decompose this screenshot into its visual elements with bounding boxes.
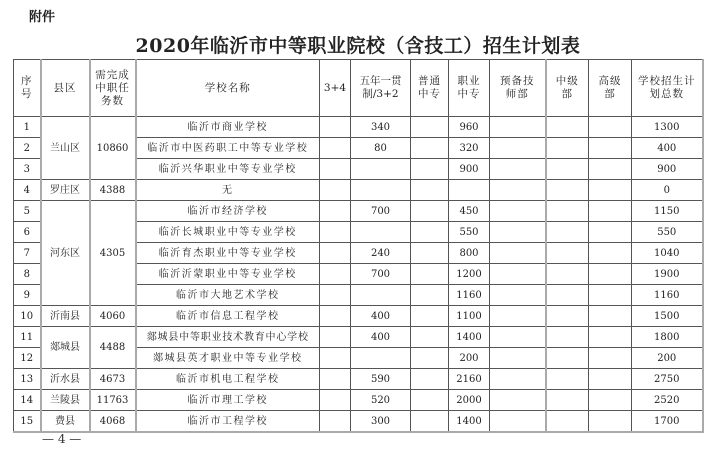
table-row — [14, 390, 703, 411]
cell-vocational — [449, 180, 490, 201]
cell-senior-level — [589, 138, 632, 159]
cell-county: 罗庄区 — [41, 180, 90, 201]
cell-task: 4305 — [90, 201, 136, 306]
cell-mid-level — [546, 117, 589, 138]
cell-general — [411, 180, 449, 201]
cell-prep-tech — [490, 369, 546, 390]
cell-three-four — [320, 138, 351, 159]
cell-seq: 3 — [14, 159, 41, 180]
cell-vocational: 200 — [449, 348, 490, 369]
cell-vocational: 1200 — [449, 264, 490, 285]
cell-total: 1700 — [632, 411, 703, 433]
cell-county: 费县 — [41, 411, 90, 433]
cell-five-year: 80 — [351, 138, 411, 159]
cell-county: 郯城县 — [41, 327, 90, 369]
cell-prep-tech — [490, 222, 546, 243]
cell-school: 临沂市理工学校 — [136, 390, 320, 411]
cell-school: 临沂育杰职业中等专业学校 — [136, 243, 320, 264]
cell-senior-level — [589, 285, 632, 306]
cell-mid-level — [546, 138, 589, 159]
cell-task: 4060 — [90, 306, 136, 327]
cell-three-four — [320, 243, 351, 264]
cell-prep-tech — [490, 348, 546, 369]
cell-senior-level — [589, 411, 632, 433]
header-senior-level: 高级部 — [589, 60, 632, 117]
cell-five-year — [351, 348, 411, 369]
cell-three-four — [320, 411, 351, 433]
table-row — [14, 369, 703, 390]
cell-senior-level — [589, 369, 632, 390]
cell-senior-level — [589, 117, 632, 138]
cell-seq: 8 — [14, 264, 41, 285]
cell-three-four — [320, 180, 351, 201]
cell-vocational: 320 — [449, 138, 490, 159]
cell-vocational: 1100 — [449, 306, 490, 327]
cell-senior-level — [589, 390, 632, 411]
header-row — [14, 60, 703, 117]
cell-general — [411, 159, 449, 180]
cell-senior-level — [589, 243, 632, 264]
cell-seq: 7 — [14, 243, 41, 264]
cell-mid-level — [546, 411, 589, 433]
header-school: 学校名称 — [136, 60, 320, 117]
cell-seq: 14 — [14, 390, 41, 411]
cell-total: 200 — [632, 348, 703, 369]
table-row — [14, 180, 703, 201]
cell-general — [411, 264, 449, 285]
cell-mid-level — [546, 348, 589, 369]
cell-school: 临沂沂蒙职业中等专业学校 — [136, 264, 320, 285]
cell-senior-level — [589, 201, 632, 222]
cell-five-year: 400 — [351, 327, 411, 348]
cell-school: 临沂市信息工程学校 — [136, 306, 320, 327]
cell-total: 550 — [632, 222, 703, 243]
cell-seq: 2 — [14, 138, 41, 159]
cell-seq: 10 — [14, 306, 41, 327]
cell-senior-level — [589, 264, 632, 285]
enrollment-plan-table — [13, 59, 704, 433]
cell-five-year: 340 — [351, 117, 411, 138]
cell-senior-level — [589, 348, 632, 369]
cell-general — [411, 138, 449, 159]
cell-task: 4388 — [90, 180, 136, 201]
cell-general — [411, 348, 449, 369]
cell-mid-level — [546, 285, 589, 306]
cell-total: 1900 — [632, 264, 703, 285]
cell-five-year: 300 — [351, 411, 411, 433]
cell-school: 郯城县中等职业技术教育中心学校 — [136, 327, 320, 348]
page-number: — 4 — — [42, 432, 82, 446]
cell-general — [411, 117, 449, 138]
cell-seq: 15 — [14, 411, 41, 433]
table-row — [14, 201, 703, 222]
cell-county: 河东区 — [41, 201, 90, 306]
header-county: 县区 — [41, 60, 90, 117]
cell-general — [411, 243, 449, 264]
table-row — [14, 327, 703, 348]
cell-mid-level — [546, 243, 589, 264]
cell-mid-level — [546, 222, 589, 243]
cell-total: 1500 — [632, 306, 703, 327]
cell-five-year: 240 — [351, 243, 411, 264]
cell-total: 400 — [632, 138, 703, 159]
cell-total: 1300 — [632, 117, 703, 138]
cell-county: 兰陵县 — [41, 390, 90, 411]
cell-seq: 4 — [14, 180, 41, 201]
cell-three-four — [320, 117, 351, 138]
cell-three-four — [320, 201, 351, 222]
cell-prep-tech — [490, 390, 546, 411]
header-three-four: 3+4 — [320, 60, 351, 117]
cell-senior-level — [589, 306, 632, 327]
table-row — [14, 411, 703, 433]
table-row — [14, 117, 703, 138]
cell-five-year: 700 — [351, 264, 411, 285]
cell-county: 沂南县 — [41, 306, 90, 327]
cell-three-four — [320, 327, 351, 348]
cell-school: 临沂兴华职业中等专业学校 — [136, 159, 320, 180]
header-vocational: 职业中专 — [449, 60, 490, 117]
cell-seq: 9 — [14, 285, 41, 306]
cell-vocational: 2000 — [449, 390, 490, 411]
cell-total: 0 — [632, 180, 703, 201]
cell-vocational: 550 — [449, 222, 490, 243]
cell-vocational: 800 — [449, 243, 490, 264]
cell-vocational: 1160 — [449, 285, 490, 306]
page-title: 2020年临沂市中等职业院校（含技工）招生计划表 — [135, 35, 581, 57]
header-task: 需完成中职任务数 — [90, 60, 136, 117]
cell-vocational: 960 — [449, 117, 490, 138]
cell-senior-level — [589, 159, 632, 180]
cell-three-four — [320, 222, 351, 243]
cell-three-four — [320, 285, 351, 306]
cell-five-year — [351, 159, 411, 180]
cell-task: 4673 — [90, 369, 136, 390]
cell-vocational: 1400 — [449, 411, 490, 433]
cell-mid-level — [546, 306, 589, 327]
cell-total: 1160 — [632, 285, 703, 306]
cell-three-four — [320, 348, 351, 369]
cell-five-year: 590 — [351, 369, 411, 390]
header-seq: 序号 — [14, 60, 41, 117]
cell-general — [411, 369, 449, 390]
cell-seq: 12 — [14, 348, 41, 369]
cell-seq: 6 — [14, 222, 41, 243]
cell-three-four — [320, 159, 351, 180]
header-total: 学校招生计划总数 — [632, 60, 703, 117]
cell-five-year: 520 — [351, 390, 411, 411]
cell-school: 临沂长城职业中等专业学校 — [136, 222, 320, 243]
cell-mid-level — [546, 159, 589, 180]
cell-mid-level — [546, 264, 589, 285]
cell-senior-level — [589, 222, 632, 243]
cell-total: 1800 — [632, 327, 703, 348]
cell-general — [411, 327, 449, 348]
cell-school: 临沂市中医药职工中等专业学校 — [136, 138, 320, 159]
cell-school: 无 — [136, 180, 320, 201]
cell-prep-tech — [490, 117, 546, 138]
cell-five-year — [351, 285, 411, 306]
header-general: 普通中专 — [411, 60, 449, 117]
cell-total: 1150 — [632, 201, 703, 222]
cell-prep-tech — [490, 159, 546, 180]
header-mid-level: 中级部 — [546, 60, 589, 117]
cell-prep-tech — [490, 411, 546, 433]
cell-seq: 13 — [14, 369, 41, 390]
cell-mid-level — [546, 180, 589, 201]
header-five-year: 五年一贯制/3+2 — [351, 60, 411, 117]
cell-three-four — [320, 369, 351, 390]
cell-prep-tech — [490, 138, 546, 159]
cell-vocational: 1400 — [449, 327, 490, 348]
cell-five-year — [351, 222, 411, 243]
cell-prep-tech — [490, 327, 546, 348]
attachment-label: 附件 — [29, 10, 56, 25]
cell-school: 临沂市机电工程学校 — [136, 369, 320, 390]
cell-school: 临沂市工程学校 — [136, 411, 320, 433]
cell-three-four — [320, 390, 351, 411]
cell-senior-level — [589, 180, 632, 201]
cell-total: 2520 — [632, 390, 703, 411]
cell-mid-level — [546, 327, 589, 348]
cell-school: 临沂市商业学校 — [136, 117, 320, 138]
cell-general — [411, 390, 449, 411]
cell-vocational: 900 — [449, 159, 490, 180]
header-prep-tech: 预备技师部 — [490, 60, 546, 117]
cell-five-year: 700 — [351, 201, 411, 222]
cell-school: 临沂市大地艺术学校 — [136, 285, 320, 306]
cell-school: 临沂市经济学校 — [136, 201, 320, 222]
cell-total: 900 — [632, 159, 703, 180]
cell-vocational: 450 — [449, 201, 490, 222]
cell-prep-tech — [490, 264, 546, 285]
cell-county: 兰山区 — [41, 117, 90, 180]
cell-general — [411, 285, 449, 306]
cell-general — [411, 201, 449, 222]
table-row — [14, 306, 703, 327]
cell-three-four — [320, 264, 351, 285]
cell-general — [411, 306, 449, 327]
cell-task: 4488 — [90, 327, 136, 369]
cell-task: 10860 — [90, 117, 136, 180]
cell-school: 郯城县英才职业中等专业学校 — [136, 348, 320, 369]
cell-seq: 1 — [14, 117, 41, 138]
cell-five-year — [351, 180, 411, 201]
cell-senior-level — [589, 327, 632, 348]
cell-total: 2750 — [632, 369, 703, 390]
cell-three-four — [320, 306, 351, 327]
cell-prep-tech — [490, 201, 546, 222]
cell-county: 沂水县 — [41, 369, 90, 390]
cell-prep-tech — [490, 285, 546, 306]
cell-prep-tech — [490, 180, 546, 201]
cell-general — [411, 222, 449, 243]
cell-prep-tech — [490, 243, 546, 264]
cell-mid-level — [546, 201, 589, 222]
cell-general — [411, 411, 449, 433]
cell-five-year: 400 — [351, 306, 411, 327]
cell-task: 11763 — [90, 390, 136, 411]
cell-total: 1040 — [632, 243, 703, 264]
cell-seq: 5 — [14, 201, 41, 222]
cell-mid-level — [546, 390, 589, 411]
cell-vocational: 2160 — [449, 369, 490, 390]
cell-seq: 11 — [14, 327, 41, 348]
cell-task: 4068 — [90, 411, 136, 433]
cell-prep-tech — [490, 306, 546, 327]
cell-mid-level — [546, 369, 589, 390]
